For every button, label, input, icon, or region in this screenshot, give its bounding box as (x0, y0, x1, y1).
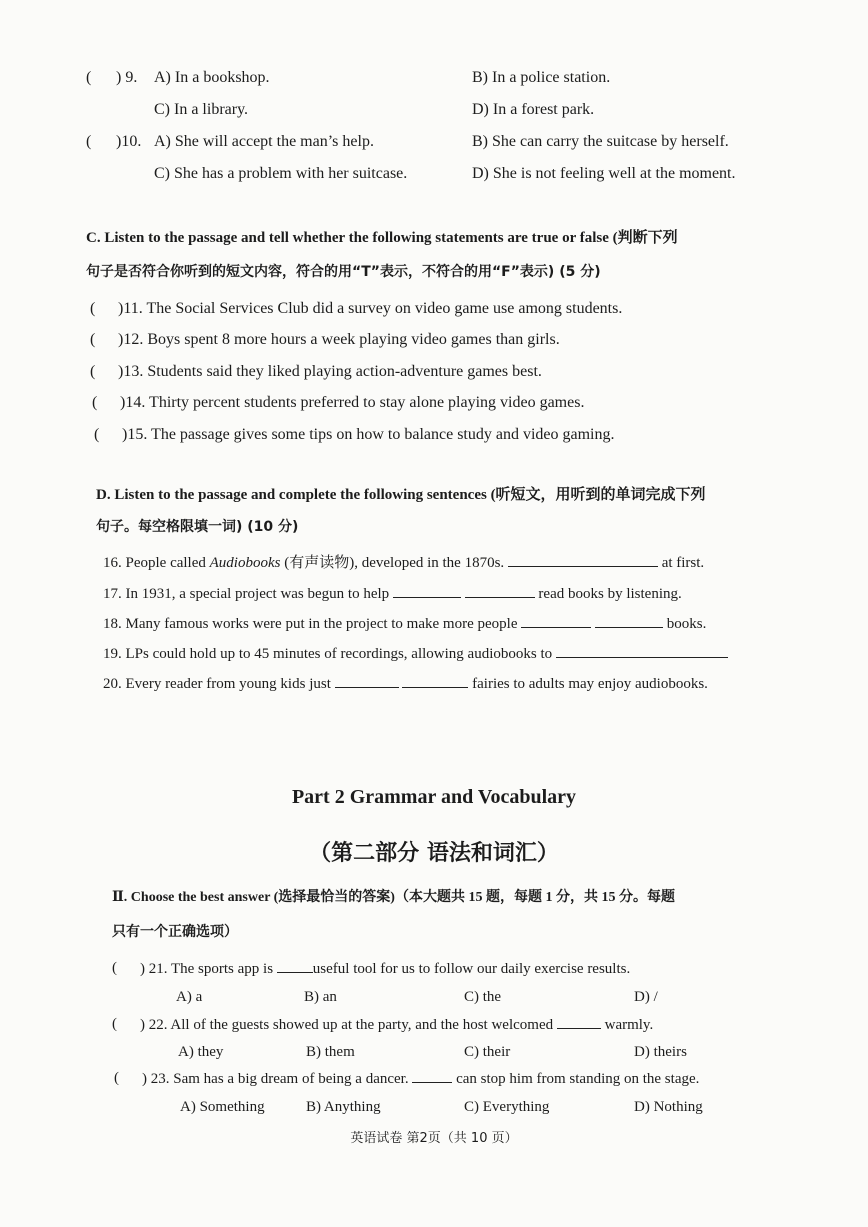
question-number: )10. (116, 133, 142, 150)
answer-paren: ( (86, 69, 92, 86)
option-a: A) they (178, 1044, 224, 1060)
option-c: C) their (464, 1044, 511, 1060)
option-b: B) Anything (306, 1099, 381, 1115)
section-d-title: D. Listen to the passage and complete the following sentences (听短文，用听到的单词完成下列 (96, 487, 706, 503)
part2-title: Part 2 Grammar and Vocabulary (291, 786, 577, 808)
question-20: 20. Every reader from young kids just fairies to adults may enjoy audiobooks. (103, 673, 708, 694)
option-c: C) the (464, 989, 502, 1005)
answer-blank[interactable] (277, 958, 313, 973)
answer-paren: ( (90, 331, 96, 348)
section-ii-title-line2: 只有一个正确选项） (112, 924, 238, 940)
answer-paren: ( (86, 133, 92, 150)
option-a: A) She will accept the man’s help. (154, 133, 374, 150)
section-d-title-line2: 句子。每空格限填一词) (10 分) (96, 519, 299, 535)
answer-blank[interactable] (465, 583, 535, 598)
option-d: D) She is not feeling well at the moment. (472, 165, 736, 182)
answer-blank[interactable] (556, 643, 728, 658)
answer-blank[interactable] (521, 613, 591, 628)
page-footer: 英语试卷 第2页（共 10 页） (350, 1131, 518, 1146)
answer-blank[interactable] (393, 583, 461, 598)
option-b: B) She can carry the suitcase by herself. (472, 133, 729, 150)
answer-blank[interactable] (595, 613, 663, 628)
answer-blank[interactable] (412, 1068, 452, 1083)
question-18: 18. Many famous works were put in the project to make more people books. (103, 613, 706, 634)
question-21: ) 21. The sports app is useful tool for us to follow our daily exercise results. (140, 958, 630, 979)
answer-paren: ( (114, 1070, 119, 1086)
question-23: ) 23. Sam has a big dream of being a dancer. can stop him from standing on the stage. (142, 1068, 699, 1089)
statement-item: )15. The passage gives some tips on how to balance study and video gaming. (122, 426, 615, 443)
answer-paren: ( (112, 1016, 117, 1032)
question-19: 19. LPs could hold up to 45 minutes of recordings, allowing audiobooks to (103, 643, 728, 664)
answer-paren: ( (92, 394, 98, 411)
question-number: ) 9. (116, 69, 138, 86)
option-a: A) In a bookshop. (154, 69, 270, 86)
answer-blank[interactable] (557, 1014, 601, 1029)
option-b: B) an (304, 989, 337, 1005)
section-ii-title: Ⅱ. Choose the best answer (选择最恰当的答案)（本大题共 15 题，每题 1 分，共 15 分。每题 (112, 890, 675, 905)
question-16: 16. People called Audiobooks (有声读物), developed in the 1870s. at first. (103, 552, 704, 573)
question-17: 17. In 1931, a special project was begun to help read books by listening. (103, 583, 682, 604)
option-c: C) In a library. (154, 101, 249, 118)
section-c-title: C. Listen to the passage and tell whether the following statements are true or false (判断下列 (86, 230, 678, 246)
answer-paren: ( (94, 426, 100, 443)
option-d: D) / (634, 989, 658, 1005)
option-d: D) Nothing (634, 1099, 703, 1115)
answer-paren: ( (112, 960, 117, 976)
option-d: D) In a forest park. (472, 101, 595, 118)
answer-paren: ( (90, 300, 96, 317)
part2-title-cn: （第二部分 语法和词汇） (309, 841, 559, 866)
section-c-title-line2: 句子是否符合你听到的短文内容，符合的用“T”表示，不符合的用“F”表示) (5 分) (86, 264, 601, 280)
option-c: C) Everything (464, 1099, 550, 1115)
option-a: A) a (176, 989, 203, 1005)
answer-paren: ( (90, 363, 96, 380)
option-d: D) theirs (634, 1044, 687, 1060)
answer-blank[interactable] (508, 552, 658, 567)
option-b: B) In a police station. (472, 69, 611, 86)
option-a: A) Something (180, 1099, 265, 1115)
answer-blank[interactable] (402, 673, 468, 688)
statement-item: )12. Boys spent 8 more hours a week playing video games than girls. (118, 331, 560, 348)
answer-blank[interactable] (335, 673, 399, 688)
option-b: B) them (306, 1044, 355, 1060)
statement-item: )11. The Social Services Club did a survey on video game use among students. (118, 300, 623, 317)
statement-item: )13. Students said they liked playing action-adventure games best. (118, 363, 542, 380)
option-c: C) She has a problem with her suitcase. (154, 165, 408, 182)
statement-item: )14. Thirty percent students preferred to stay alone playing video games. (120, 394, 585, 411)
question-22: ) 22. All of the guests showed up at the party, and the host welcomed warmly. (140, 1014, 653, 1035)
